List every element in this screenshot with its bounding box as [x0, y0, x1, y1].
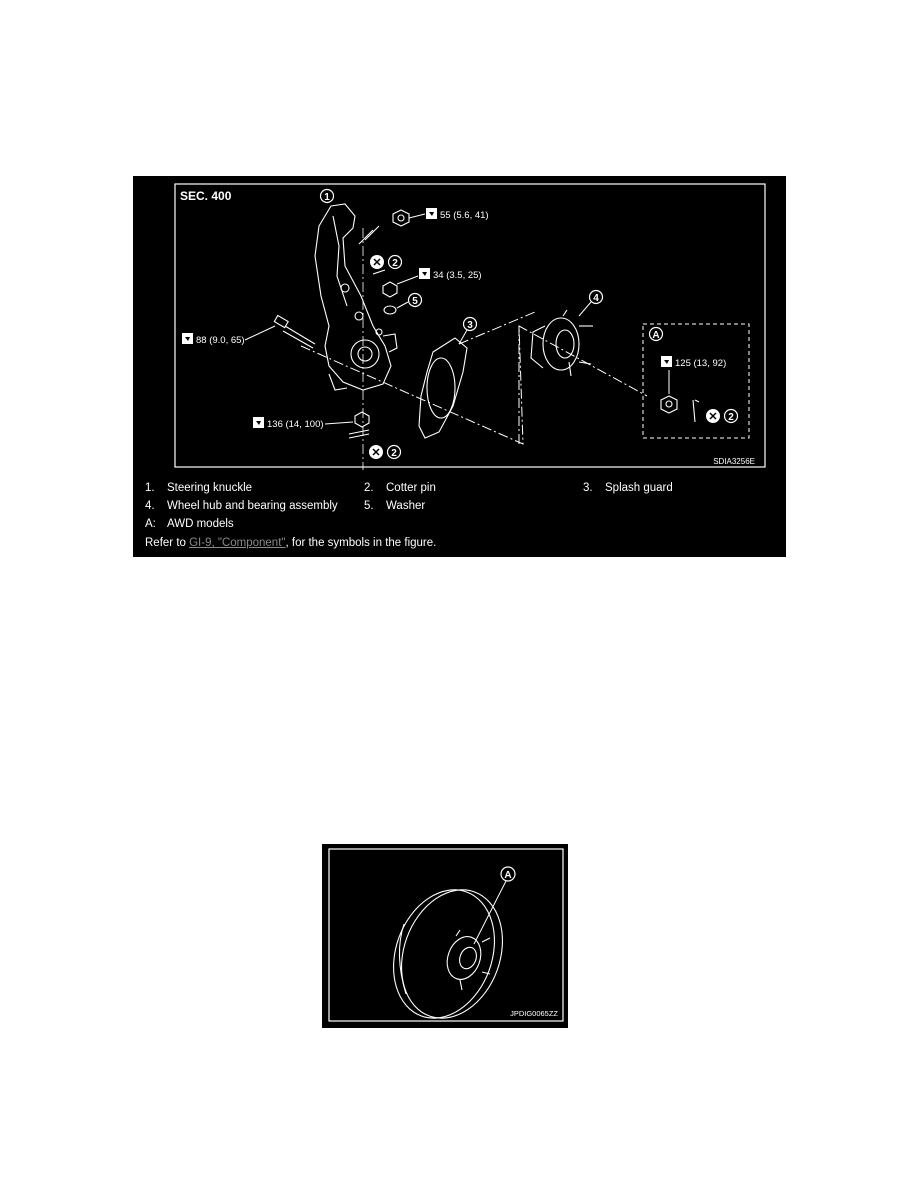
svg-text:A: A: [652, 330, 660, 341]
disc-rotor-figure: [322, 844, 568, 1028]
svg-text:3: 3: [467, 320, 473, 331]
svg-text:2: 2: [728, 412, 734, 423]
svg-text:A: A: [504, 870, 512, 881]
callout-2-awd: [706, 409, 738, 423]
svg-text:34 (3.5, 25): 34 (3.5, 25): [433, 270, 482, 281]
refer-suffix: , for the symbols in the figure.: [285, 537, 437, 549]
callout-1: [321, 190, 334, 204]
torque-88: [182, 326, 275, 346]
callout-a: [650, 328, 663, 342]
legend-row: [145, 518, 775, 534]
callout-2-lower: [369, 445, 401, 459]
refer-prefix: Refer to: [145, 537, 190, 549]
legend-label: Washer: [386, 500, 426, 512]
steering-knuckle-drawing: [315, 204, 397, 390]
nut-bottom-drawing: [349, 412, 369, 438]
awd-nut-drawing: [661, 396, 699, 422]
bolt-left-drawing: [274, 316, 315, 348]
legend-label: Cotter pin: [386, 482, 436, 494]
svg-text:5: 5: [412, 296, 418, 307]
legend-num: 5.: [364, 500, 374, 512]
svg-text:4: 4: [593, 293, 599, 304]
legend-row: [145, 482, 775, 498]
refer-note: [145, 537, 775, 553]
torque-125: [661, 356, 726, 394]
legend-num: A:: [145, 518, 156, 530]
torque-55: [409, 208, 489, 221]
legend-num: 3.: [583, 482, 593, 494]
svg-text:2: 2: [392, 258, 398, 269]
disc-rotor-drawing: [376, 876, 519, 1028]
torque-34: [397, 268, 482, 284]
svg-text:125 (13, 92): 125 (13, 92): [675, 358, 727, 369]
nut-washer-drawing: [373, 270, 397, 314]
callout-4: [579, 291, 603, 317]
component-reference-link[interactable]: GI-9, "Component": [189, 537, 286, 549]
callout-2-upper: [370, 255, 402, 269]
svg-text:✕: ✕: [371, 447, 381, 459]
legend-label: AWD models: [167, 518, 234, 530]
splash-guard-drawing: [419, 338, 467, 438]
legend-label: Steering knuckle: [167, 482, 253, 494]
torque-136: [253, 417, 353, 430]
axis-line: [301, 326, 647, 444]
legend-num: 4.: [145, 500, 155, 512]
svg-text:55 (5.6, 41): 55 (5.6, 41): [440, 210, 489, 221]
legend-num: 1.: [145, 482, 155, 494]
svg-text:88 (9.0, 65): 88 (9.0, 65): [196, 335, 245, 346]
svg-text:2: 2: [391, 448, 397, 459]
section-label: SEC. 400: [180, 189, 232, 203]
wheel-hub-drawing: [531, 310, 593, 376]
svg-text:✕: ✕: [708, 411, 718, 423]
figure-code: JPDIG0065ZZ: [510, 1009, 558, 1018]
figure2-frame: [329, 849, 563, 1021]
svg-text:✕: ✕: [372, 257, 382, 269]
svg-text:136 (14, 100): 136 (14, 100): [267, 419, 324, 430]
legend-label: Splash guard: [605, 482, 673, 494]
figure-code: SDIA3256E: [713, 457, 755, 466]
nut-top-drawing: [359, 210, 409, 244]
disc-rotor-diagram: [322, 844, 568, 1028]
callout-5: [397, 294, 422, 309]
legend-row: [145, 500, 775, 516]
legend-num: 2.: [364, 482, 374, 494]
svg-text:1: 1: [324, 192, 330, 203]
legend-label: Wheel hub and bearing assembly: [167, 500, 338, 512]
exploded-view-figure: [133, 176, 786, 557]
